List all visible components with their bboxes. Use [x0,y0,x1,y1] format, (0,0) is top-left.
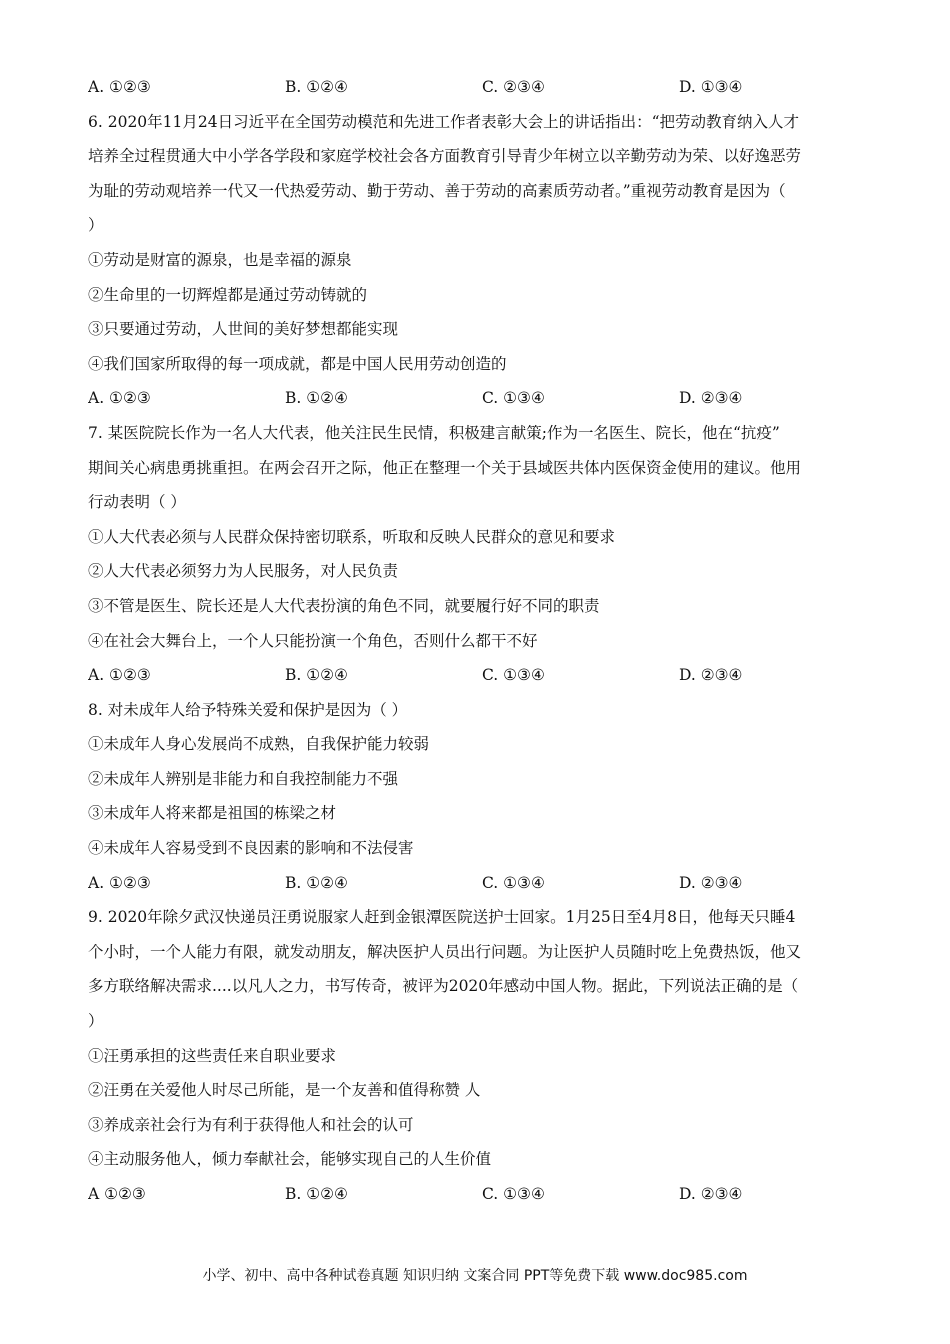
page-footer: 小学、初中、高中各种试卷真题 知识归纳 文案合同 PPT等免费下载 www.doc985.com [202,1268,748,1284]
q7-stem-line: 7. 某医院院长作为一名人大代表，他关注民生民情，积极建言献策;作为一名医生、院长，他在“抗疫” [88,423,780,442]
q6-stem-line: 为耻的劳动观培养一代又一代热爱劳动、勤于劳动、善于劳动的高素质劳动者。”重视劳动教育是因为（ [88,181,786,200]
q9-item: ④主动服务他人，倾力奉献社会，能够实现自己的人生价值 [88,1150,492,1169]
q6-option-a: A. ①②③ [88,389,151,408]
q6-item: ③只要通过劳动，人世间的美好梦想都能实现 [88,320,399,339]
q9-item: ②汪勇在关爱他人时尽己所能，是一个友善和值得称赞 人 [88,1081,481,1100]
q9-stem-line: 多方联络解决需求....以凡人之力，书写传奇，被评为2020年感动中国人物。据此，下列说法正确的是（ [88,977,799,996]
q7-item: ①人大代表必须与人民群众保持密切联系，听取和反映人民群众的意见和要求 [88,527,616,546]
q9-option-d: D. ②③④ [679,1185,743,1203]
q8-item: ③未成年人将来都是祖国的栋梁之材 [88,804,337,823]
q8-option-c: C. ①③④ [482,873,545,892]
q5-option-a: A. ①②③ [88,78,151,96]
q6-option-c: C. ①③④ [482,389,545,408]
q6-item: ④我们国家所取得的每一项成就，都是中国人民用劳动创造的 [88,354,507,373]
q7-option-b: B. ①②④ [285,666,348,685]
q6-stem-line: ） [88,216,104,235]
q8-item: ②未成年人辨别是非能力和自我控制能力不强 [88,769,399,788]
q5-option-c: C. ②③④ [482,78,545,96]
q5-options [88,70,868,105]
q7-item: ③不管是医生、院长还是人大代表扮演的角色不同，就要履行好不同的职责 [88,596,600,615]
q9-stem-line: 个小时，一个人能力有限，就发动朋友，解决医护人员出行问题。为让医护人员随时吃上免费热饭，他又 [88,942,802,961]
q9-option-a: A ①②③ [88,1185,146,1203]
q9-option-b: B. ①②④ [285,1185,348,1203]
q8-options [88,866,868,901]
q6-option-d: D. ②③④ [679,389,743,408]
q7-stem-line: 期间关心病患勇挑重担。在两会召开之际，他正在整理一个关于县域医共体内医保资金使用的建议。他用 [88,458,802,477]
exam-page [88,70,868,1212]
q6-option-b: B. ①②④ [285,389,348,408]
q6-item: ①劳动是财富的源泉，也是幸福的源泉 [88,250,352,269]
q9-stem-line: 9. 2020年除夕武汉快递员汪勇说服家人赶到金银潭医院送护士回家。1月25日至4月8日，他每天只睡4 [88,908,796,927]
q5-option-d: D. ①③④ [679,78,743,96]
q6-stem-line: 培养全过程贯通大中小学各学段和家庭学校社会各方面教育引导青少年树立以辛勤劳动为荣、以好逸恶劳 [88,147,802,166]
q6-stem-line: 6. 2020年11月24日习近平在全国劳动模范和先进工作者表彰大会上的讲话指出：“把劳动教育纳入人才 [88,112,800,131]
q8-option-b: B. ①②④ [285,873,348,892]
q6-item: ②生命里的一切辉煌都是通过劳动铸就的 [88,285,368,304]
q5-option-b: B. ①②④ [285,78,348,96]
q8-option-a: A. ①②③ [88,873,151,892]
q8-option-d: D. ②③④ [679,873,743,892]
q7-option-a: A. ①②③ [88,666,151,685]
q8-item: ①未成年人身心发展尚不成熟，自我保护能力较弱 [88,735,430,754]
q8-stem-line: 8. 对未成年人给予特殊关爱和保护是因为（ ） [88,700,408,719]
q7-stem-line: 行动表明（ ） [88,493,186,512]
q9-option-c: C. ①③④ [482,1185,545,1203]
q9-item: ①汪勇承担的这些责任来自职业要求 [88,1046,337,1065]
q7-option-d: D. ②③④ [679,666,743,685]
q9-item: ③养成亲社会行为有利于获得他人和社会的认可 [88,1115,414,1134]
q7-item: ④在社会大舞台上，一个人只能扮演一个角色，否则什么都干不好 [88,631,538,650]
q9-options [88,1177,868,1212]
q7-item: ②人大代表必须努力为人民服务，对人民负责 [88,562,399,581]
q9-stem-line: ） [88,1012,104,1031]
q7-options [88,658,868,693]
q7-option-c: C. ①③④ [482,666,545,685]
q8-item: ④未成年人容易受到不良因素的影响和不法侵害 [88,839,414,858]
q6-options [88,381,868,416]
